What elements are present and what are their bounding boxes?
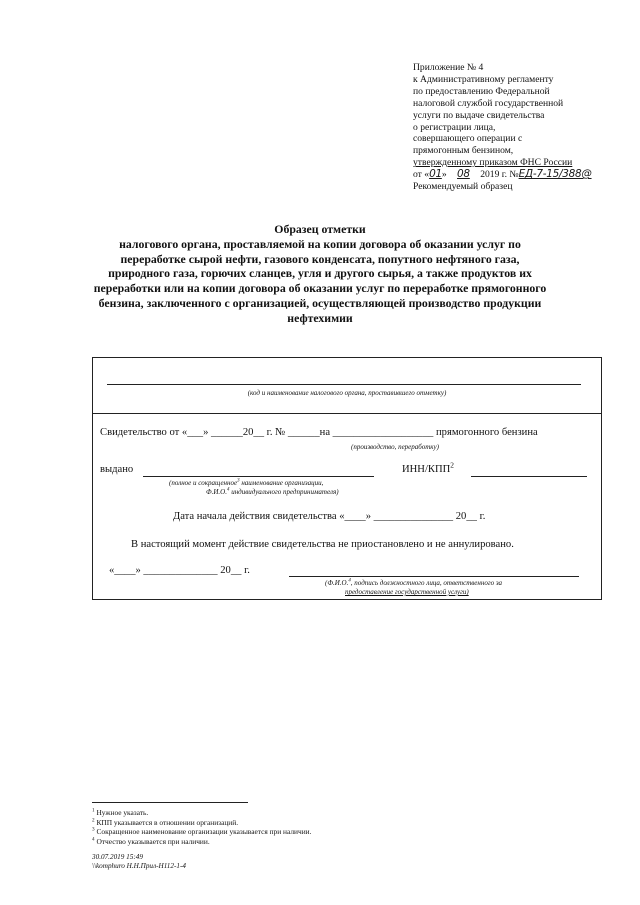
stamp-path: \\komphuro Н.Н.Прил-Н112-1-4: [92, 862, 186, 871]
inn-kpp-text: ИНН/КПП: [402, 464, 451, 475]
certificate-text-a: Свидетельство от «___» ______20__ г. № ______на: [100, 427, 331, 438]
appendix-line: прямогонным бензином,: [413, 145, 514, 157]
title-line: нефтехимии: [287, 310, 353, 325]
tax-authority-line: [107, 384, 581, 385]
title-line: переработке сырой нефти, газового конденсата, попутного нефтяного газа,: [120, 251, 520, 266]
footnote-item: [92, 827, 311, 837]
footnote-text: Сокращенное наименование организации указывается при наличии.: [94, 827, 312, 837]
recommended-sample: Рекомендуемый образец: [413, 181, 513, 193]
caption-part: , подпись должностного лица, ответственного за: [350, 579, 503, 587]
footnote-number: 1: [92, 807, 95, 814]
title-line: бензина, заключенного с организацией, осуществляющей производство продукции: [98, 295, 542, 310]
inn-kpp-line: [471, 476, 587, 477]
title-line: природного газа, горючих сланцев, угля и другого сырья, а также продуктов их: [108, 266, 532, 281]
date-month: 08: [457, 168, 470, 181]
appendix-block: [413, 62, 628, 193]
caption-footnote-ref: 4: [227, 487, 230, 493]
date-mid: »: [441, 169, 450, 181]
certificate-line: [100, 427, 538, 438]
tax-authority-caption: (код и наименование налогового органа, проставившего отметку): [247, 389, 447, 397]
footnote-number: 3: [92, 826, 95, 833]
signature-caption-1: [325, 579, 502, 587]
date-prefix: от «: [413, 169, 430, 181]
certificate-text-c: прямогонного бензина: [433, 427, 538, 438]
document-title: [60, 222, 580, 326]
stamp-datetime: 30.07.2019 15:49: [92, 853, 143, 861]
appendix-line: Приложение № 4: [413, 62, 484, 73]
signature-line: [289, 576, 579, 577]
issued-line: [143, 476, 374, 477]
appendix-line: к Административному регламенту: [413, 73, 554, 85]
order-number: ЕД-7-15/388@: [518, 168, 592, 181]
footnote-rule: [92, 802, 248, 803]
form-separator: [93, 413, 601, 414]
footnote-number: 2: [92, 817, 95, 824]
issued-label: выдано: [100, 464, 134, 475]
appendix-line: налоговой службой государственной: [413, 97, 564, 109]
title-line: Образец отметки: [274, 222, 366, 236]
caption-footnote-ref: 4: [348, 578, 351, 584]
footnote-number: 4: [92, 836, 95, 843]
footnote-text: КПП указывается в отношении организаций.: [94, 817, 239, 827]
inn-kpp-footnote-ref: 2: [450, 460, 454, 470]
footnote-item: [92, 808, 311, 818]
date-day: 01: [429, 168, 442, 181]
issued-caption-1: [169, 479, 323, 487]
signature-caption-2: предоставление государственной услуги): [345, 588, 469, 596]
caption-footnote-ref: 3: [237, 478, 240, 484]
caption-part: наименование организации,: [239, 479, 324, 487]
appendix-line: о регистрации лица,: [413, 121, 496, 133]
status-line: В настоящий момент действие свидетельства не приостановлено и не аннулировано.: [131, 539, 514, 550]
footnote-item: [92, 818, 311, 828]
inn-kpp-label: [402, 460, 454, 475]
start-date-line: Дата начала действия свидетельства «____» _______________ 20__ г.: [173, 511, 486, 522]
appendix-date-line: [413, 169, 628, 181]
appendix-line: совершающего операции с: [413, 133, 523, 145]
caption-part: Ф.И.О.: [206, 488, 227, 496]
appendix-line: утвержденному приказом ФНС России: [413, 157, 573, 169]
title-line: налогового органа, проставляемой на копии договора об оказании услуг по: [119, 236, 521, 251]
title-line: переработки или на копии договора об оказании услуг по переработке прямогонного: [93, 281, 547, 296]
appendix-line: по предоставлению Федеральной: [413, 85, 550, 97]
certificate-blank-b: ___________________: [330, 427, 434, 438]
caption-part: (Ф.И.О.: [325, 579, 349, 587]
certificate-caption: (производство, переработку): [351, 443, 439, 451]
issued-caption-2: [206, 488, 339, 496]
footnotes: [92, 808, 311, 847]
print-stamp: [92, 853, 186, 872]
caption-part: индивидуального предпринимателя): [229, 488, 339, 496]
footnote-item: [92, 837, 311, 847]
footnote-text: Отчество указывается при наличии.: [94, 837, 210, 847]
footnote-text: Нужное указать.: [94, 808, 149, 817]
date-year: 2019 г. №: [477, 169, 519, 181]
signature-date: «____» ______________ 20__ г.: [109, 565, 250, 576]
tax-mark-form: [92, 357, 602, 600]
appendix-line: услуги по выдаче свидетельства: [413, 109, 545, 121]
caption-part: (полное и сокращенное: [169, 479, 238, 487]
